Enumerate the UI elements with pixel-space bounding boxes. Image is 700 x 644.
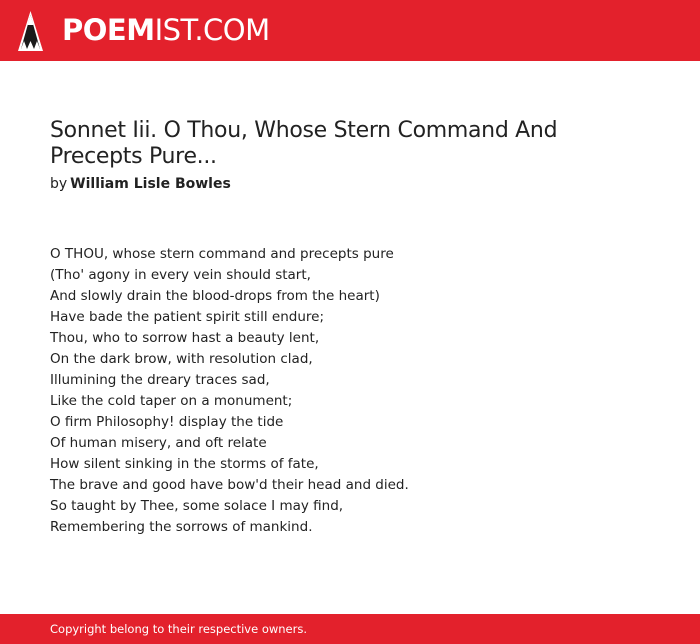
site-header bbox=[0, 0, 700, 61]
poem-line: Of human misery, and oft relate bbox=[50, 435, 267, 451]
logo-light-text: IST.COM bbox=[154, 13, 270, 47]
author-name[interactable]: William Lisle Bowles bbox=[70, 176, 231, 192]
poem-line: Illumining the dreary traces sad, bbox=[50, 372, 270, 388]
poem-line: Thou, who to sorrow hast a beauty lent, bbox=[50, 330, 320, 346]
poem-line: O THOU, whose stern command and precepts pure bbox=[50, 246, 394, 262]
poem-line: The brave and good have bow'd their head and died. bbox=[50, 477, 409, 493]
poem-line: Like the cold taper on a monument; bbox=[50, 393, 293, 409]
poem-line: And slowly drain the blood-drops from the heart) bbox=[50, 288, 380, 304]
poem-line: How silent sinking in the storms of fate, bbox=[50, 456, 319, 472]
poem-line: (Tho' agony in every vein should start, bbox=[50, 267, 311, 283]
pencil-tip-icon bbox=[18, 11, 43, 51]
poem-title: Sonnet Iii. O Thou, Whose Stern Command And Precepts Pure... bbox=[50, 118, 558, 169]
byline bbox=[50, 174, 231, 194]
site-logo[interactable] bbox=[62, 13, 270, 47]
poem-line: On the dark brow, with resolution clad, bbox=[50, 351, 313, 367]
copyright-notice: Copyright belong to their respective owners. bbox=[50, 622, 308, 636]
poem-line: Have bade the patient spirit still endure; bbox=[50, 309, 325, 325]
poem-line: Remembering the sorrows of mankind. bbox=[50, 519, 313, 535]
poem-line: So taught by Thee, some solace I may find, bbox=[50, 498, 344, 514]
site-footer bbox=[0, 614, 700, 644]
poem-body bbox=[50, 244, 650, 538]
poem-line: O firm Philosophy! display the tide bbox=[50, 414, 284, 430]
logo-bold-text: POEM bbox=[62, 13, 155, 47]
by-label: by bbox=[50, 176, 68, 192]
